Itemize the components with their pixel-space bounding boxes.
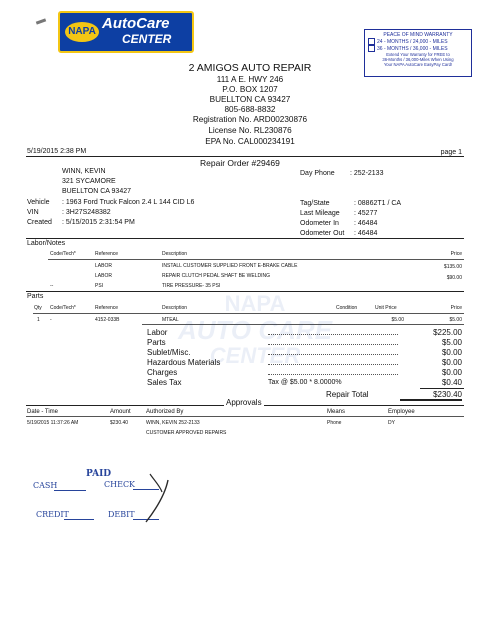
- warranty-option-24: [368, 38, 468, 45]
- approval-means: Phone: [327, 420, 342, 426]
- divider: [26, 416, 464, 417]
- parts-section-title: Parts: [27, 293, 44, 300]
- approvals-header-employee: Employee: [388, 409, 415, 415]
- warranty-note: 36-Months / 36,000-Miles When Using: [382, 57, 454, 62]
- checkbox-icon: [368, 38, 375, 45]
- labor-reference: PSI: [95, 283, 104, 289]
- tag-value: : 08862T1 / CA: [354, 200, 402, 207]
- customer-address2: BUELLTON CA 93427: [62, 188, 132, 195]
- divider: [48, 259, 464, 260]
- labor-header-description: Description: [162, 251, 188, 257]
- labor-header-reference: Reference: [95, 251, 119, 257]
- dot-leader: [268, 334, 398, 335]
- totals-parts-value: $5.00: [441, 338, 462, 347]
- divider: [26, 238, 464, 239]
- tag-label: Tag/State: [300, 200, 330, 207]
- labor-price: $90.00: [446, 275, 462, 281]
- napa-oval: [65, 22, 99, 42]
- stamp-check: CHECK: [104, 480, 136, 489]
- stamp-cash: CASH: [33, 481, 58, 490]
- labor-description: REPAIR CLUTCH PEDAL SHAFT BE WELDING: [162, 273, 270, 279]
- labor-description: TIRE PRESSURE- 35 PSI: [162, 283, 221, 289]
- approvals-header-date: Date - Time: [27, 409, 59, 415]
- warranty-option-24-label: 24 - MONTHS / 24,000 - MILES: [377, 38, 448, 45]
- stamp-line: [54, 490, 86, 491]
- logo-line2: CENTER: [122, 32, 172, 46]
- print-datetime: 5/19/2015 2:38 PM: [27, 148, 87, 155]
- parts-header-condition: Condition: [336, 305, 358, 311]
- totals-tax-calc: Tax @ $5.00 * 8.0000%: [268, 379, 342, 386]
- labor-section-title: Labor/Notes: [27, 240, 66, 247]
- repair-order-number: Repair Order #29469: [200, 158, 280, 168]
- labor-price: $135.00: [443, 264, 462, 270]
- shop-address1: 111 A E. HWY 246: [216, 75, 284, 84]
- parts-header-qty: Qty: [34, 305, 42, 311]
- parts-header-description: Description: [162, 305, 188, 311]
- approval-employee: DY: [388, 420, 395, 426]
- part-price: $5.00: [449, 317, 462, 323]
- last-mileage-value: : 45277: [354, 210, 378, 217]
- shop-city: BUELLTON CA 93427: [209, 95, 291, 104]
- warranty-title: PEACE OF MIND WARRANTY: [383, 32, 453, 38]
- totals-charges-label: Charges: [147, 368, 178, 377]
- totals-tax-value: $0.40: [441, 378, 462, 387]
- checkbox-icon: [368, 45, 375, 52]
- labor-reference: LABOR: [95, 273, 112, 279]
- part-reference: 4152-033B: [95, 317, 120, 323]
- created-label: Created: [27, 219, 52, 226]
- vin-label: VIN: [27, 209, 39, 216]
- approvals-header-authorized: Authorized By: [146, 409, 184, 415]
- labor-header-code: Code/Tech*: [50, 251, 76, 257]
- stamp-line: [64, 519, 94, 520]
- shop-phone: 805-688-8832: [224, 105, 276, 114]
- dot-leader: [268, 374, 398, 375]
- labor-header-price: Price: [450, 251, 462, 257]
- dot-leader: [268, 344, 398, 345]
- totals-hazmat-value: $0.00: [441, 358, 462, 367]
- approval-date: 5/19/2015 11:37:26 AM: [27, 420, 79, 426]
- repair-total-label: Repair Total: [326, 390, 369, 399]
- approvals-header-means: Means: [327, 409, 346, 415]
- odometer-in-label: Odometer In: [300, 220, 339, 227]
- stamp-debit: DEBIT: [108, 510, 135, 519]
- totals-tax-label: Sales Tax: [147, 378, 182, 387]
- watermark-line1: NAPA: [224, 291, 286, 316]
- divider: [420, 388, 464, 389]
- logo-brand-text: NAPA: [68, 26, 96, 37]
- dot-leader: [268, 354, 398, 355]
- logo-line1: AutoCare: [102, 15, 170, 32]
- watermark-line3: CENTER: [209, 343, 301, 368]
- vehicle-label: Vehicle: [27, 199, 50, 206]
- day-phone-label: Day Phone: [300, 170, 335, 177]
- paid-handwritten: PAID: [86, 469, 112, 479]
- stamp-credit: CREDIT: [36, 510, 69, 519]
- labor-reference: LABOR: [95, 263, 112, 269]
- part-code: -: [50, 317, 52, 323]
- approvals-header-amount: Amount: [110, 409, 131, 415]
- divider: [26, 156, 464, 157]
- shop-epa: EPA No. CAL000234191: [205, 137, 295, 146]
- odometer-out-value: : 46484: [354, 230, 378, 237]
- customer-address1: 321 SYCAMORE: [62, 178, 116, 185]
- page-number: page 1: [440, 149, 462, 156]
- shop-name: 2 AMIGOS AUTO REPAIR: [188, 62, 312, 74]
- shop-address2: P.O. BOX 1207: [222, 85, 278, 94]
- totals-sublet-value: $0.00: [441, 348, 462, 357]
- labor-code: --: [50, 283, 54, 289]
- parts-header-price: Price: [450, 305, 462, 311]
- vin-value: : 3H27S248382: [62, 209, 111, 216]
- totals-sublet-label: Sublet/Misc.: [147, 348, 191, 357]
- created-value: : 5/15/2015 2:31:54 PM: [62, 219, 135, 226]
- totals-hazmat-label: Hazardous Materials: [147, 358, 221, 367]
- shop-registration: Registration No. ARD00230876: [192, 115, 308, 124]
- shop-license: License No. RL230876: [208, 126, 292, 135]
- warranty-option-36-label: 36 - MONTHS / 36,000 - MILES: [377, 45, 448, 52]
- part-qty: 1: [37, 317, 40, 323]
- part-unit-price: $5.00: [391, 317, 404, 323]
- warranty-box: [364, 29, 472, 77]
- approval-amount: $230.40: [110, 420, 129, 426]
- parts-header-reference: Reference: [95, 305, 119, 311]
- approval-authorized-by: WINN, KEVIN 252-2133: [146, 420, 200, 426]
- totals-charges-value: $0.00: [441, 368, 462, 377]
- repair-total-value: $230.40: [400, 390, 462, 401]
- warranty-note: Extend Your Warranty for FREE to: [386, 52, 450, 57]
- parts-header-code: Code/Tech*: [50, 305, 76, 311]
- approval-note: CUSTOMER APPROVED REPAIRS: [146, 430, 227, 436]
- warranty-note: Your NAPA AutoCare EasyPay Card!: [383, 62, 453, 67]
- part-description: MTEAL: [162, 317, 179, 323]
- odometer-in-value: : 46484: [354, 220, 378, 227]
- totals-labor-label: Labor: [147, 328, 168, 337]
- approvals-title: Approvals: [226, 398, 262, 407]
- customer-name: WINN, KEVIN: [62, 168, 106, 175]
- warranty-option-36: [368, 45, 468, 52]
- napa-autocare-logo: [58, 11, 194, 53]
- vehicle-value: : 1963 Ford Truck Falcon 2.4 L 144 CID L6: [62, 199, 195, 206]
- totals-parts-label: Parts: [147, 338, 166, 347]
- parts-header-unit-price: Unit Price: [375, 305, 397, 311]
- dot-leader: [268, 364, 398, 365]
- odometer-out-label: Odometer Out: [300, 230, 345, 237]
- day-phone-value: : 252-2133: [350, 170, 384, 177]
- labor-description: INSTALL CUSTOMER SUPPLIED FRONT E-BRAKE CABLE: [162, 263, 298, 269]
- corner-scan-mark: [36, 18, 46, 24]
- totals-labor-value: $225.00: [433, 328, 462, 337]
- checkmark-stroke: [140, 472, 180, 527]
- last-mileage-label: Last Mileage: [300, 210, 340, 217]
- watermark-line2: AUTO CARE: [177, 315, 333, 345]
